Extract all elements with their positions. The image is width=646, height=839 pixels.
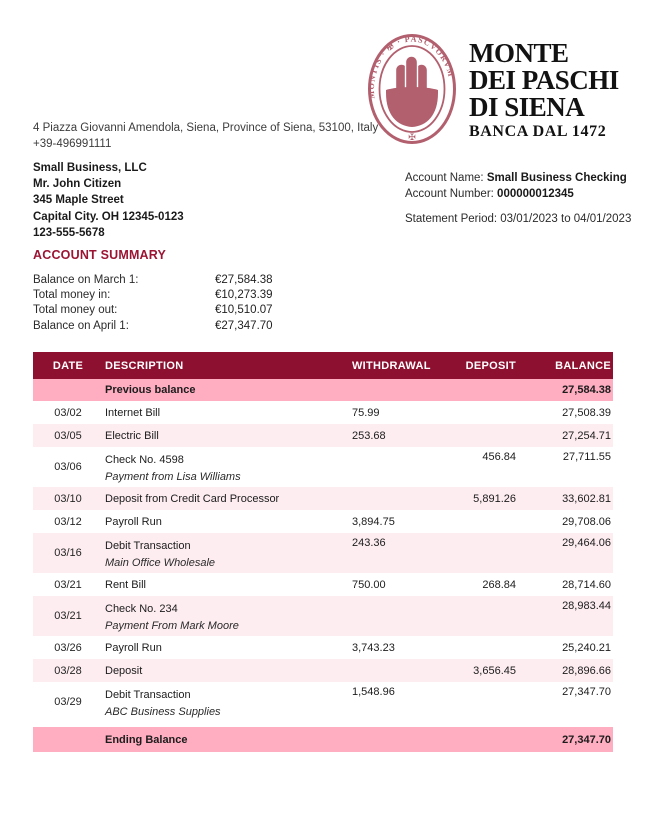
cell-withdrawal (352, 659, 462, 682)
account-summary-block (33, 272, 273, 334)
description-line1: Check No. 234 (105, 603, 178, 615)
bank-wordmark (469, 40, 619, 141)
account-summary-title: ACCOUNT SUMMARY (33, 248, 167, 262)
cell-deposit (462, 596, 518, 636)
table-row (33, 596, 613, 636)
customer-company: Small Business, LLC (33, 162, 147, 174)
table-row (33, 447, 613, 487)
cell-description: Ending Balance (105, 733, 188, 746)
cell-withdrawal (352, 596, 462, 636)
cell-balance: 27,347.70 (562, 686, 611, 698)
summary-label: Total money in: (33, 289, 111, 302)
header-balance: BALANCE (518, 352, 613, 379)
cell-withdrawal: 243.36 (352, 537, 386, 549)
cell-description (103, 682, 352, 722)
bank-address-block (33, 120, 378, 152)
account-number-row (405, 186, 631, 202)
table-row (33, 424, 613, 447)
cell-withdrawal (352, 447, 462, 487)
cell-date: 03/16 (54, 547, 82, 559)
cell-description (103, 533, 352, 573)
cell-date: 03/12 (54, 515, 82, 528)
summary-label: Total money out: (33, 304, 118, 317)
account-name-label: Account Name: (405, 172, 487, 184)
cell-withdrawal: 1,548.96 (352, 686, 395, 698)
description-line1: Debit Transaction (105, 689, 191, 701)
cell-deposit: 5,891.26 (473, 492, 516, 505)
cell-deposit (462, 636, 518, 659)
cell-date: 03/06 (54, 461, 82, 473)
customer-street: 345 Maple Street (33, 194, 124, 207)
summary-value: €10,510.07 (215, 304, 273, 317)
table-row (33, 510, 613, 533)
cell-description: Electric Bill (105, 429, 159, 442)
header-description: DESCRIPTION (103, 352, 352, 379)
summary-value: €27,347.70 (215, 319, 273, 332)
cell-balance: 25,240.21 (562, 641, 611, 654)
header-deposit: DEPOSIT (462, 352, 518, 379)
table-row (33, 401, 613, 424)
account-number-value: 000000012345 (497, 188, 574, 200)
summary-label: Balance on April 1: (33, 319, 129, 332)
cell-deposit (462, 510, 518, 533)
cell-date: 03/29 (54, 696, 82, 708)
customer-name: Mr. John Citizen (33, 178, 122, 191)
table-row (33, 487, 613, 510)
cell-balance: 27,584.38 (562, 384, 611, 396)
cell-deposit: 456.84 (482, 451, 516, 463)
account-name-value: Small Business Checking (486, 172, 627, 184)
cell-withdrawal: 3,894.75 (352, 515, 395, 528)
cell-description: Previous balance (105, 384, 196, 396)
table-row (33, 682, 613, 722)
account-number-label: Account Number: (405, 188, 498, 200)
table-header-row (33, 352, 613, 379)
customer-address-block (33, 160, 184, 241)
previous-balance-row (33, 379, 613, 401)
bank-logo (366, 33, 619, 145)
statement-period: Statement Period: 03/01/2023 to 04/01/2023 (405, 213, 632, 225)
summary-row (33, 287, 273, 302)
cell-deposit (462, 727, 518, 752)
bank-phone: +39-496991111 (33, 138, 112, 150)
cell-date (33, 727, 103, 752)
cell-deposit: 3,656.45 (473, 664, 516, 677)
summary-row (33, 318, 273, 333)
cell-deposit (462, 401, 518, 424)
bank-name-line2: DEI PASCHI (469, 65, 619, 95)
cell-description: Deposit (105, 664, 143, 677)
table-row (33, 659, 613, 682)
summary-row (33, 303, 273, 318)
ending-balance-row (33, 727, 613, 752)
cell-description: Deposit from Credit Card Processor (105, 492, 280, 505)
seal-motto-text: MONTIS · ✠ · PASCVORVM (366, 34, 456, 100)
cell-balance: 27,508.39 (562, 406, 611, 419)
bank-address-line: 4 Piazza Giovanni Amendola, Siena, Province of Siena, 53100, Italy (33, 122, 379, 134)
table-row (33, 636, 613, 659)
account-name-row (405, 170, 631, 186)
account-info-block (405, 170, 631, 227)
summary-label: Balance on March 1: (33, 273, 139, 286)
header-date: DATE (33, 352, 103, 379)
bank-name-line1: MONTE (469, 38, 569, 68)
summary-value: €10,273.39 (215, 289, 273, 302)
seal-cross: ✠ (408, 132, 416, 142)
cell-deposit: 268.84 (482, 578, 516, 591)
cell-withdrawal: 253.68 (352, 429, 386, 442)
cell-description: Rent Bill (105, 578, 146, 591)
cell-date: 03/21 (54, 578, 82, 591)
bank-tagline: BANCA DAL 1472 (469, 123, 607, 140)
description-line2: Main Office Wholesale (105, 557, 216, 569)
customer-phone: 123-555-5678 (33, 226, 105, 239)
table-row (33, 533, 613, 573)
description-line2: Payment from Lisa Williams (105, 471, 241, 483)
description-line1: Debit Transaction (105, 540, 191, 552)
cell-deposit (462, 424, 518, 447)
cell-date: 03/28 (54, 664, 82, 677)
cell-withdrawal (352, 487, 462, 510)
cell-balance: 28,896.66 (562, 664, 611, 677)
cell-balance: 27,347.70 (562, 733, 611, 746)
cell-description: Internet Bill (105, 406, 161, 419)
summary-value: €27,584.38 (215, 273, 273, 286)
cell-description (103, 596, 352, 636)
cell-withdrawal: 3,743.23 (352, 641, 395, 654)
transactions-table (33, 352, 613, 752)
cell-withdrawal: 75.99 (352, 406, 380, 419)
bank-seal-icon (366, 33, 458, 145)
cell-description: Payroll Run (105, 515, 162, 528)
cell-date: 03/26 (54, 641, 82, 654)
cell-balance: 29,464.06 (562, 537, 611, 549)
cell-balance: 27,711.55 (562, 451, 611, 463)
description-line2: ABC Business Supplies (105, 706, 221, 718)
cell-deposit (462, 533, 518, 573)
cell-date: 03/05 (54, 429, 82, 442)
cell-withdrawal (352, 379, 462, 401)
cell-date: 03/10 (54, 492, 82, 505)
cell-balance: 27,254.71 (562, 429, 611, 442)
description-line2: Payment From Mark Moore (105, 620, 239, 632)
cell-description (103, 447, 352, 487)
summary-row (33, 272, 273, 287)
cell-deposit (462, 379, 518, 401)
cell-withdrawal (352, 727, 462, 752)
cell-date: 03/21 (54, 610, 82, 622)
cell-withdrawal: 750.00 (352, 578, 386, 591)
description-line1: Check No. 4598 (105, 454, 184, 466)
bank-name-line3: DI SIENA (469, 92, 585, 122)
cell-balance: 29,708.06 (562, 515, 611, 528)
cell-date: 03/02 (54, 406, 82, 419)
cell-date (33, 379, 103, 401)
cell-balance: 28,714.60 (562, 578, 611, 591)
header-withdrawal: WITHDRAWAL (352, 352, 462, 379)
cell-deposit (462, 682, 518, 722)
cell-balance: 28,983.44 (562, 600, 611, 612)
cell-description: Payroll Run (105, 641, 162, 654)
table-row (33, 573, 613, 596)
cell-balance: 33,602.81 (562, 492, 611, 505)
customer-city: Capital City. OH 12345-0123 (33, 210, 184, 223)
